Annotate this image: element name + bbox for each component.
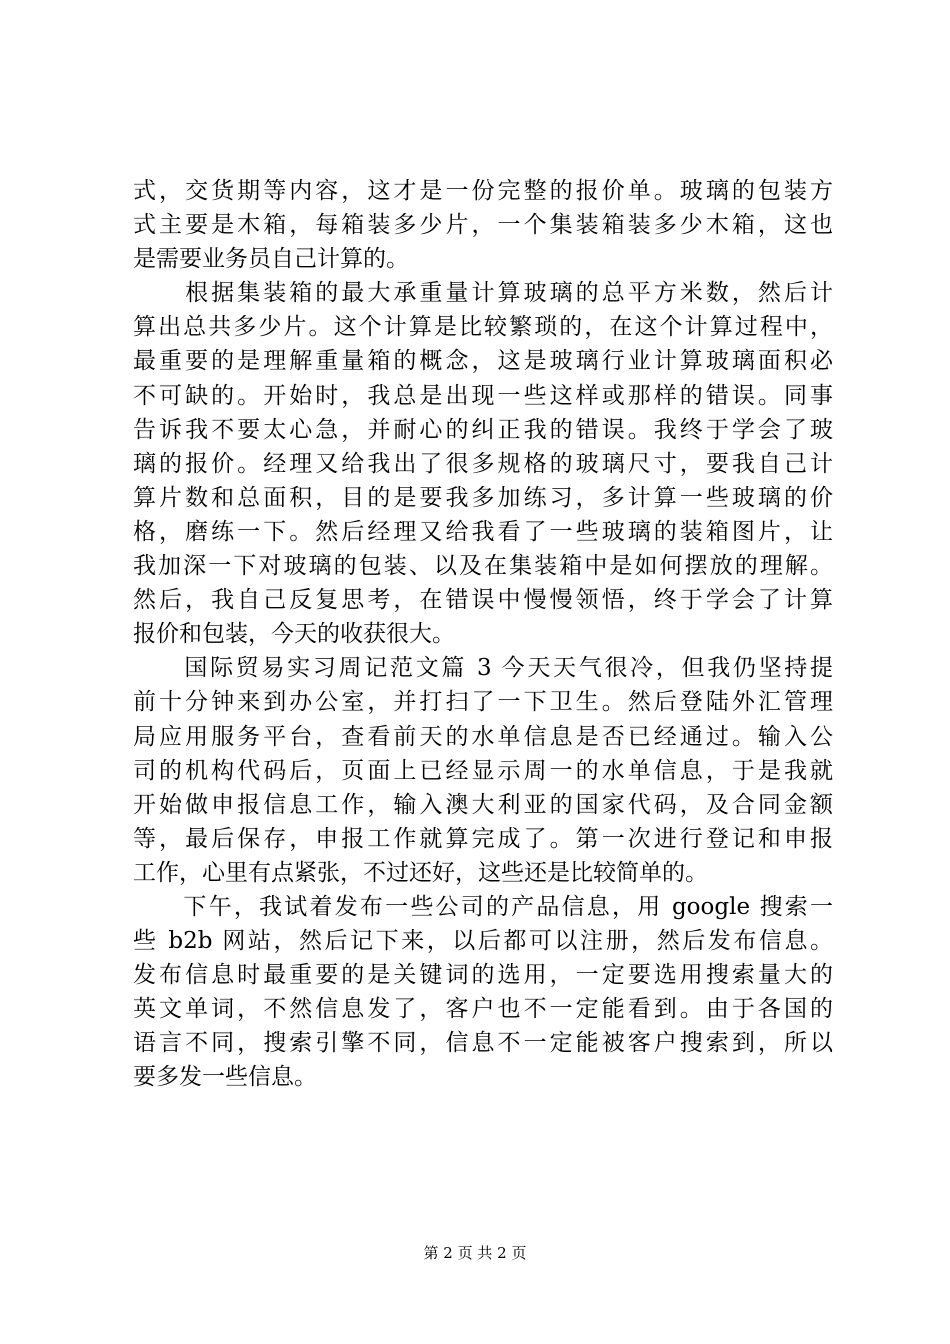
text-line: 开始做申报信息工作，输入澳大利亚的国家代码，及合同金额 <box>133 791 833 818</box>
text-line: 不可缺的。开始时，我总是出现一些这样或那样的错误。同事 <box>133 382 833 409</box>
text-line: 语言不同，搜索引擎不同，信息不一定能被客户搜索到，所以 <box>133 1030 833 1057</box>
text-line: 些 b2b 网站，然后记下来，以后都可以注册，然后发布信息。 <box>133 928 833 955</box>
text-line: 发布信息时最重要的是关键词的选用，一定要选用搜索量大的 <box>133 962 833 989</box>
text-line: 是需要业务员自己计算的。 <box>133 246 409 273</box>
text-line: 要多发一些信息。 <box>133 1064 317 1091</box>
text-line: 最重要的是理解重量箱的概念，这是玻璃行业计算玻璃面积必 <box>133 348 833 375</box>
text-line: 式主要是木箱，每箱装多少片，一个集装箱装多少木箱，这也 <box>133 212 833 239</box>
page-footer: 第 2 页 共 2 页 <box>423 1244 527 1262</box>
text-line: 算出总共多少片。这个计算是比较繁琐的，在这个计算过程中， <box>133 314 833 341</box>
text-line: 局应用服务平台，查看前天的水单信息是否已经通过。输入公 <box>133 723 833 750</box>
text-line: 下午，我试着发布一些公司的产品信息，用 google 搜索一 <box>133 893 833 920</box>
text-line: 英文单词，不然信息发了，客户也不一定能看到。由于各国的 <box>133 996 833 1023</box>
text-line: 算片数和总面积，目的是要我多加练习，多计算一些玻璃的价 <box>133 484 833 511</box>
text-line: 式，交货期等内容，这才是一份完整的报价单。玻璃的包装方 <box>133 178 833 204</box>
text-line: 报价和包装，今天的收获很大。 <box>133 621 455 648</box>
text-line: 我加深一下对玻璃的包装、以及在集装箱中是如何摆放的理解。 <box>133 553 833 580</box>
document-body <box>133 174 833 1095</box>
text-line: 然后，我自己反复思考，在错误中慢慢领悟，终于学会了计算 <box>133 587 833 614</box>
text-line: 等，最后保存，申报工作就算完成了。第一次进行登记和申报 <box>133 825 833 852</box>
text-line: 前十分钟来到办公室，并打扫了一下卫生。然后登陆外汇管理 <box>133 689 833 716</box>
text-line: 格，磨练一下。然后经理又给我看了一些玻璃的装箱图片，让 <box>133 518 833 545</box>
text-line: 司的机构代码后，页面上已经显示周一的水单信息，于是我就 <box>133 757 833 784</box>
text-line: 国际贸易实习周记范文篇 3 今天天气很冷，但我仍坚持提 <box>133 655 833 682</box>
text-line: 璃的报价。经理又给我出了很多规格的玻璃尺寸，要我自己计 <box>133 450 833 477</box>
text-line: 根据集装箱的最大承重量计算玻璃的总平方米数，然后计 <box>133 280 833 307</box>
text-line: 工作，心里有点紧张，不过还好，这些还是比较简单的。 <box>133 859 708 886</box>
text-line: 告诉我不要太心急，并耐心的纠正我的错误。我终于学会了玻 <box>133 416 833 443</box>
